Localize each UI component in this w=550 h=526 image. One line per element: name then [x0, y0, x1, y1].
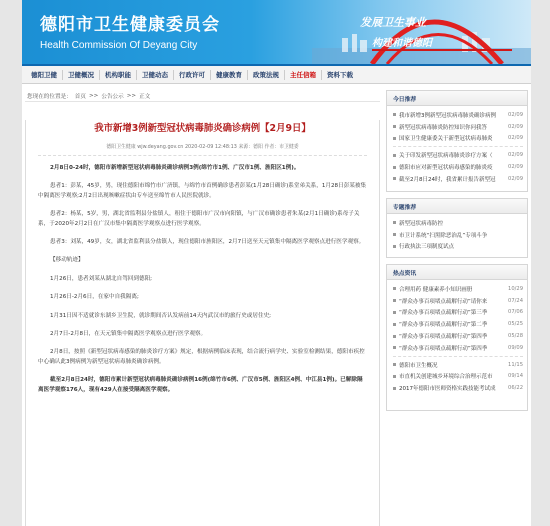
- article-paragraph: 2月7日-2月8日，在天元镇集中隔离医学观察点进行医学观察。: [50, 331, 207, 338]
- list-item-date: 02/09: [508, 135, 523, 142]
- article-title: 我市新增3例新型冠状病毒肺炎确诊病例【2月9日】: [94, 123, 311, 134]
- list-item[interactable]: [393, 283, 523, 295]
- list-item[interactable]: [393, 382, 523, 394]
- hot-list: [387, 280, 527, 397]
- bullet-icon: [393, 113, 396, 116]
- site-title-cn[interactable]: 德阳市卫生健康委员会: [40, 15, 220, 35]
- list-item-date: 05/28: [508, 333, 523, 340]
- divider: [393, 146, 523, 147]
- list-item-date: 10/29: [508, 285, 523, 292]
- article-paragraph: 患者1：彭某，45岁，男，现住德阳市绵竹市广济镇，与绵竹市首例确诊患者彭某(1月28日确诊)系堂弟关系，1月28日彭某被集中隔离医学观察;2月2日出现咳嗽症状由专车送至绵竹市人民医院就诊。: [38, 183, 367, 199]
- list-item[interactable]: [393, 229, 523, 241]
- bullet-icon: [393, 335, 396, 338]
- list-item-text[interactable]: 市卫计系统“扫黑除恶治乱”专项斗争: [399, 232, 488, 239]
- bullet-icon: [393, 363, 396, 366]
- nav-item-overview[interactable]: 卫健概况: [63, 70, 100, 80]
- list-item-text[interactable]: “群众办事百项堵点疏解行动”第二季: [399, 322, 488, 329]
- list-item[interactable]: [393, 109, 523, 121]
- nav-item-health-edu[interactable]: 健康教育: [211, 70, 248, 80]
- article-paragraph: 【移动轨迹】: [50, 257, 84, 264]
- breadcrumb-separator: >>: [88, 92, 99, 99]
- today-recommend-box: [386, 90, 528, 192]
- list-item-date: 02/09: [508, 111, 523, 118]
- bullet-icon: [393, 287, 396, 290]
- article-paragraph: 截至2月8日24时，德阳市累计新型冠状病毒肺炎确诊病例16例(绵竹市6例、广汉市5例、旌阳区4例、中江县1例)。已解除隔离医学观察176人，现有429人在接受隔离医学观察。: [38, 377, 363, 393]
- nav-item-functions[interactable]: 机构职能: [100, 70, 137, 80]
- page-wrapper: [22, 0, 531, 526]
- breadcrumb-item-home[interactable]: 首页: [74, 93, 86, 100]
- hot-news-box: [386, 264, 528, 411]
- nav-item-home[interactable]: 德阳卫健: [26, 70, 63, 80]
- list-item[interactable]: [393, 149, 523, 161]
- bullet-icon: [393, 311, 396, 314]
- site-title-en: Health Commission Of Deyang City: [40, 40, 198, 51]
- bullet-icon: [393, 387, 396, 390]
- list-item-date: 02/09: [508, 175, 523, 182]
- list-item-date: 06/22: [508, 385, 523, 392]
- list-item-date: 07/24: [508, 297, 523, 304]
- article-meta: 德阳卫生健康 wjw.deyang.gov.cn 2020-02-09 12:48:13 来源：德阳 作者：市卫健委: [38, 143, 367, 156]
- list-item[interactable]: [393, 295, 523, 307]
- site-banner: [22, 0, 531, 64]
- article: [25, 120, 380, 526]
- box-title: 今日推荐: [387, 91, 527, 106]
- main-nav: [22, 64, 531, 84]
- list-item[interactable]: [393, 359, 523, 371]
- breadcrumb: [25, 90, 380, 102]
- box-title: 热点资讯: [387, 265, 527, 280]
- article-paragraph: 患者3：刘某，49岁，女，湖北省监利县分盐镇人，现住德阳市旌阳区，2月7日送至天元镇集中隔离医学观察点进行医学观察。: [50, 239, 365, 246]
- list-item[interactable]: [393, 342, 523, 354]
- list-item-text[interactable]: 截至2月8日24时，我省累计报告新型冠: [399, 176, 496, 183]
- list-item[interactable]: [393, 371, 523, 383]
- bullet-icon: [393, 375, 396, 378]
- list-item-text[interactable]: 合理用药 健康素养小知识画册: [399, 286, 473, 293]
- breadcrumb-item-notices[interactable]: 公告公示: [101, 93, 124, 100]
- list-item[interactable]: [393, 133, 523, 145]
- list-item-date: 09/14: [508, 373, 523, 380]
- list-item-date: 07/06: [508, 309, 523, 316]
- article-body: [38, 164, 367, 395]
- list-item-text[interactable]: 德阳市应对新型冠状病毒感染的肺炎疫: [399, 165, 493, 172]
- slogan-bottom: 构建和谐德阳: [372, 38, 432, 49]
- bullet-icon: [393, 233, 396, 236]
- list-item[interactable]: [393, 161, 523, 173]
- sidebar: [386, 90, 528, 526]
- article-paragraph: 2月8日，按照《新型冠状病毒感染的肺炎诊疗方案》规定，根据病例临床表现，结合流行病学史、实验室检测结果，德阳市疾控中心确认此3例病例为新型冠状病毒肺炎确诊病例。: [38, 349, 365, 365]
- list-item-text[interactable]: 市直机关创建城乡环境综合治理示范市: [399, 374, 493, 381]
- list-item-text[interactable]: 德阳市卫生概况: [399, 362, 438, 369]
- list-item-date: 05/25: [508, 321, 523, 328]
- list-item-text[interactable]: “群众办事百项堵点疏解行动”请你来: [399, 298, 488, 305]
- breadcrumb-separator: >>: [126, 92, 137, 99]
- list-item-text[interactable]: 2017年德阳市医师资格实践技能考试成: [399, 386, 496, 393]
- list-item-text[interactable]: “群众办事百项堵点疏解行动”第四季: [399, 334, 488, 341]
- list-item[interactable]: [393, 307, 523, 319]
- breadcrumb-item-current: 正文: [139, 93, 151, 100]
- bullet-icon: [393, 125, 396, 128]
- bullet-icon: [393, 299, 396, 302]
- list-item[interactable]: [393, 241, 523, 253]
- nav-item-policy[interactable]: 政策法规: [248, 70, 285, 80]
- list-item-text[interactable]: 行政执法三项制度试点: [399, 244, 455, 251]
- list-item-text[interactable]: 新型冠状病毒肺炎防控知识你问我答: [399, 124, 488, 131]
- bullet-icon: [393, 137, 396, 140]
- list-item[interactable]: [393, 318, 523, 330]
- breadcrumb-prefix: 您现在的位置是：: [27, 93, 72, 100]
- list-item[interactable]: [393, 330, 523, 342]
- main-content: [25, 90, 380, 526]
- list-item-text[interactable]: 国家卫生健康委关于新型冠状病毒肺炎: [399, 136, 493, 143]
- divider: [393, 356, 523, 357]
- list-item[interactable]: [393, 121, 523, 133]
- article-paragraph: 1月26日，患者刘某从湖北自驾回到德阳;: [50, 275, 153, 282]
- bullet-icon: [393, 323, 396, 326]
- bullet-icon: [393, 154, 396, 157]
- bullet-icon: [393, 346, 396, 349]
- nav-item-downloads[interactable]: 资料下载: [327, 70, 353, 79]
- nav-item-news[interactable]: 卫健动态: [137, 70, 174, 80]
- today-list: [387, 106, 527, 188]
- article-paragraph: 1月26日-2月6日，在家中自我隔离;: [50, 294, 139, 301]
- list-item-text[interactable]: 新型冠状病毒防控: [399, 220, 444, 227]
- list-item[interactable]: [393, 217, 523, 229]
- bullet-icon: [393, 177, 396, 180]
- bullet-icon: [393, 166, 396, 169]
- article-paragraph: 患者2：杨某，5岁，男，湖北省监利县分盐镇人，租住于德阳市广汉市向阳镇，与广汉市确诊患者朱某(2月1日确诊)系母子关系，于2020年2月2日在广汉市集中隔离医学观察点进行医学观察。: [38, 211, 360, 227]
- nav-item-license[interactable]: 行政许可: [174, 70, 211, 80]
- list-item-text[interactable]: “群众办事百项堵点疏解行动”第三季: [399, 310, 488, 317]
- list-item-text[interactable]: 我市新增3例新型冠状病毒肺炎确诊病例: [399, 112, 497, 119]
- slogan-top: 发展卫生事业: [360, 16, 426, 29]
- nav-item-mailbox[interactable]: 主任信箱: [285, 70, 322, 80]
- topic-list: [387, 214, 527, 255]
- bridge-illustration: [312, 0, 531, 64]
- bullet-icon: [393, 221, 396, 224]
- article-paragraph: 2月8日0-24时，德阳市新增新型冠状病毒肺炎确诊病例3例(绵竹市1例、广汉市1例、旌阳区1例)。: [50, 165, 300, 171]
- list-item-date: 02/09: [508, 152, 523, 159]
- topic-recommend-box: [386, 198, 528, 258]
- article-paragraph: 1月31日因不适就诊东湖乡卫生院，就诊期间否认发病前14天内武汉市的旅行史或居住史;: [50, 312, 272, 319]
- list-item-text[interactable]: 关于印发新型冠状病毒肺炎诊疗方案（: [399, 153, 493, 160]
- list-item-date: 11/15: [508, 361, 523, 368]
- list-item-date: 02/09: [508, 123, 523, 130]
- list-item-text[interactable]: “群众办事百项堵点疏解行动”第四季: [399, 345, 488, 352]
- box-title: 专题推荐: [387, 199, 527, 214]
- list-item-date: 09/09: [508, 344, 523, 351]
- list-item-date: 02/09: [508, 164, 523, 171]
- bullet-icon: [393, 245, 396, 248]
- list-item[interactable]: [393, 173, 523, 185]
